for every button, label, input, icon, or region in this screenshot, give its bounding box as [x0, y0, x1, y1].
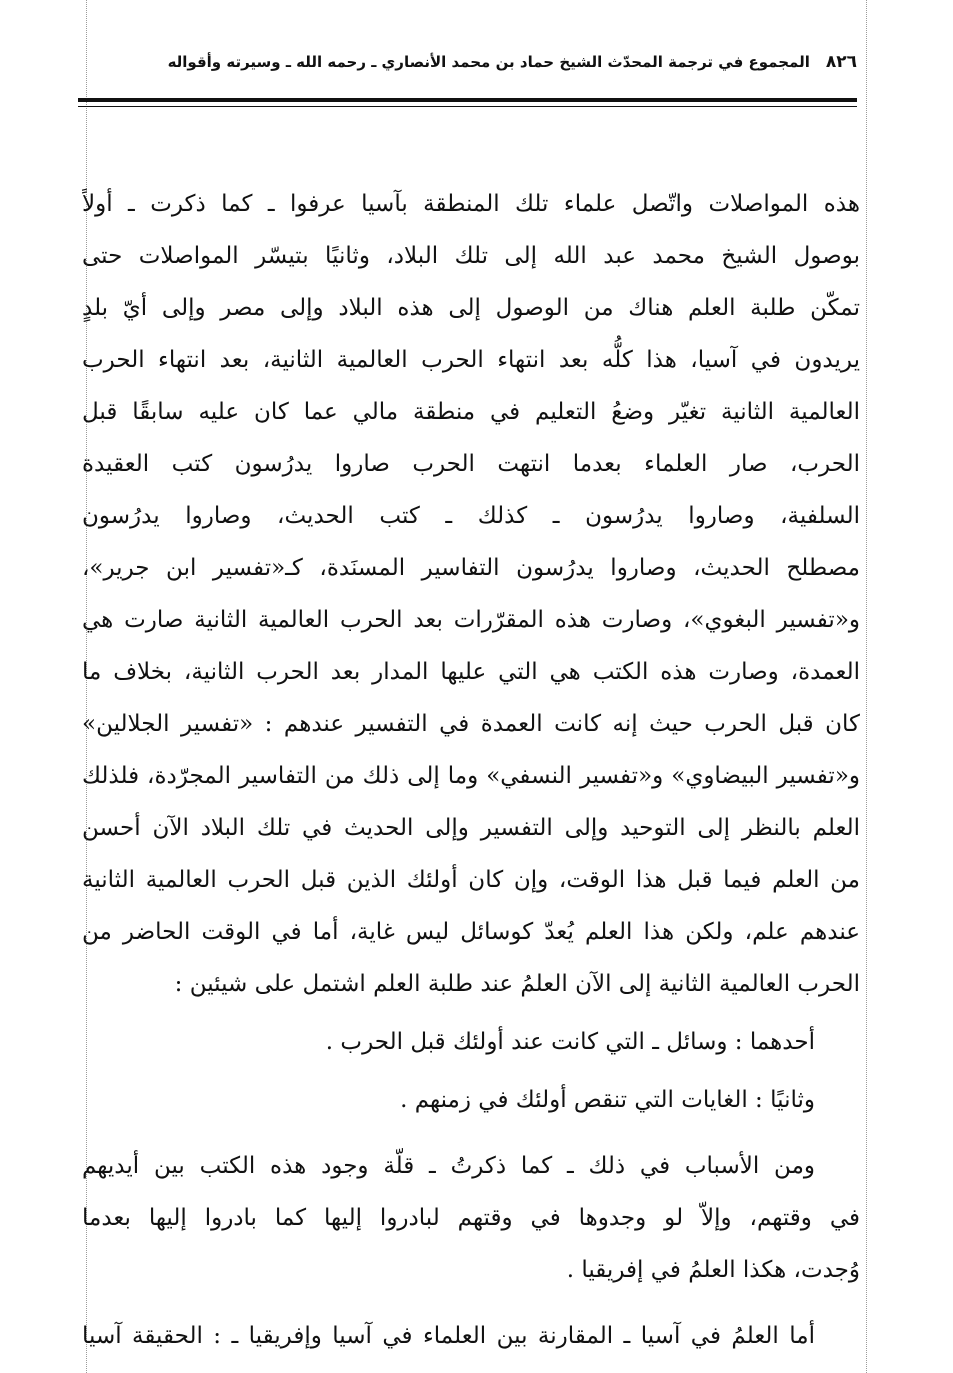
list-item-second: وثانيًا : الغايات التي تنقص أولئك في زمنهم .	[400, 1087, 815, 1113]
header-rule-thin	[78, 106, 857, 107]
spacer	[82, 1126, 860, 1140]
page-header	[82, 46, 857, 78]
text-line: العمدة، وصارت هذه الكتب هي التي عليها المدار بعد الحرب الثانية، بخلاف ما	[82, 659, 860, 685]
text-line: يريدون في آسيا، هذا كلُّه بعد انتهاء الحرب العالمية الثانية، بعد انتهاء الحرب	[82, 347, 860, 373]
paragraph-two	[82, 1140, 860, 1296]
text-line: تمكّن طلبة العلم هناك من الوصول إلى هذه البلاد وإلى مصر وإلى أيّ بلدٍ	[82, 295, 860, 321]
text-line: مصطلح الحديث، وصاروا يدرُسون التفاسير المسنَدة، كـ«تفسير ابن جرير»،	[82, 555, 860, 581]
text-line: و«تفسير البيضاوي» و«تفسير النسفي» وما إلى ذلك من التفاسير المجرّدة، فلذلك	[82, 763, 860, 789]
spacer	[82, 1296, 860, 1310]
paragraph-three	[82, 1310, 860, 1362]
text-line: عندهم علم، ولكن هذا العلم يُعدّ كوسائل ليس غاية، أما في الوقت الحاضر من	[82, 919, 860, 945]
text-line: أما العلمُ في آسيا ـ المقارنة بين العلماء في آسيا وإفريقيا ـ : الحقيقة آسيا	[82, 1323, 815, 1349]
text-line: الحرب العالمية الثانية إلى الآن العلمُ عند طلبة العلم اشتمل على شيئين :	[174, 971, 860, 997]
text-line: في وقتهم، وإلاّ لو وجدوها في وقتهم لبادروا إليها كما بادروا إليها بعدما	[82, 1205, 860, 1231]
text-line: ومن الأسباب في ذلك ـ كما ذكرتُ ـ قلّة وجود هذه الكتب بين أيديهم	[82, 1153, 815, 1179]
body-text	[82, 178, 860, 1362]
list-item-first: أحدهما : وسائل ـ التي كانت عند أولئك قبل الحرب .	[325, 1029, 815, 1055]
text-line: كان قبل الحرب حيث إنه كانت العمدة في التفسير عندهم : «تفسير الجلالين»	[82, 711, 860, 737]
text-line: وُجدت، هكذا العلمُ في إفريقيا .	[566, 1257, 860, 1283]
text-line: هذه المواصلات واتّصل علماء تلك المنطقة بآسيا عرفوا ـ كما ذكرت ـ أولاً	[82, 191, 860, 217]
text-line: بوصول الشيخ محمد عبد الله إلى تلك البلاد، وثانيًا بتيسّر المواصلات حتى	[82, 243, 860, 269]
running-head: المجموع في ترجمة المحدّث الشيخ حماد بن محمد الأنصاري ـ رحمه الله ـ وسيرته وأقواله	[167, 53, 810, 71]
text-line: العالمية الثانية تغيّر وضعُ التعليم في منطقة مالي عما كان عليه سابقًا قبل	[82, 399, 860, 425]
paragraph-one	[82, 178, 860, 1010]
scan-fold-line-right	[866, 0, 867, 1373]
header-rule-thick	[78, 98, 857, 102]
text-line: السلفية، وصاروا يدرُسون ـ كذلك ـ كتب الحديث، وصاروا يدرُسون	[82, 503, 860, 529]
text-line: و«تفسير البغوي»، وصارت هذه المقرّرات بعد الحرب العالمية الثانية صارت هي	[82, 607, 860, 633]
text-line: الحرب، صار العلماء بعدما انتهت الحرب صاروا يدرُسون كتب العقيدة	[82, 451, 860, 477]
page-number: ٨٢٦	[825, 52, 857, 72]
text-line: من العلم فيما قبل هذا الوقت، وإن كان أولئك الذين قبل الحرب العالمية الثانية	[82, 867, 860, 893]
text-line: العلم بالنظر إلى التوحيد وإلى التفسير وإلى الحديث في تلك البلاد الآن أحسن	[82, 815, 860, 841]
